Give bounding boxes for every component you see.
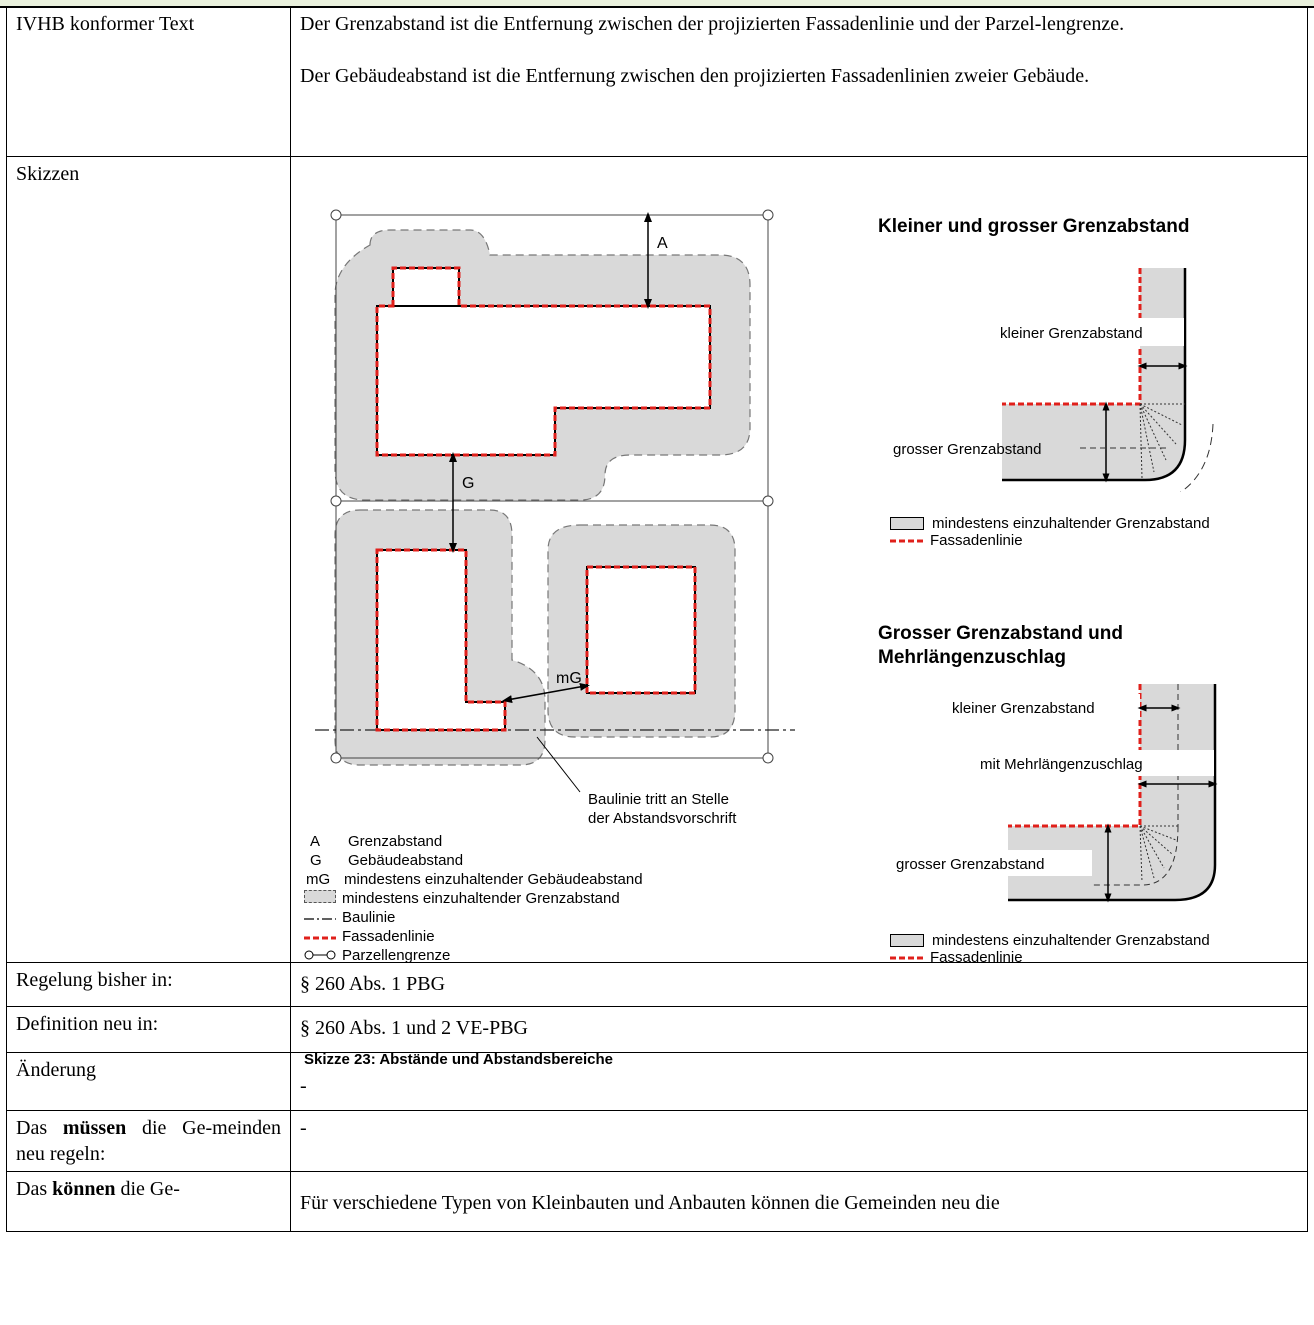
muessen-label-bold: müssen bbox=[62, 1117, 127, 1139]
label-mG: mG bbox=[556, 670, 582, 687]
row-value-koennen bbox=[291, 1172, 1308, 1232]
row-value-regelung bbox=[291, 963, 1308, 1007]
legend-facade-swatch bbox=[890, 538, 930, 544]
sketch-right-bottom-corner bbox=[880, 680, 1250, 910]
regelung-label: Regelung bisher in: bbox=[16, 969, 173, 991]
row-value-muessen bbox=[291, 1111, 1308, 1172]
label-kleiner: kleiner Grenzabstand bbox=[1000, 325, 1143, 342]
baulinie-note bbox=[588, 790, 736, 828]
ivhb-label: IVHB konformer Text bbox=[16, 13, 195, 35]
legend-zone-swatch bbox=[304, 890, 336, 903]
label-kleiner: kleiner Grenzabstand bbox=[952, 700, 1095, 717]
legend-key: A bbox=[310, 833, 321, 850]
sketch-left-site-plan bbox=[300, 200, 810, 800]
legend-text: Baulinie bbox=[342, 909, 396, 926]
legend-text: mindestens einzuhaltender Gebäudeabstand bbox=[344, 871, 643, 888]
aenderung-value: - bbox=[300, 1075, 307, 1097]
label-G: G bbox=[462, 475, 475, 492]
legend-text: Gebäudeabstand bbox=[348, 852, 464, 869]
legend-text: Parzellengrenze bbox=[342, 947, 451, 964]
legend-text: Fassadenlinie bbox=[342, 928, 435, 945]
baulinie-note-line-2: der Abstandsvorschrift bbox=[588, 810, 737, 827]
legend-parcel-swatch bbox=[304, 950, 336, 960]
legend-text: Fassadenlinie bbox=[930, 532, 1023, 549]
legend-right-top bbox=[890, 515, 1210, 549]
label-A: A bbox=[657, 235, 668, 252]
sketch-right-top-title: Kleiner und grosser Grenzabstand bbox=[878, 216, 1190, 237]
legend-item bbox=[890, 932, 1210, 949]
koennen-value: Für verschiedene Typen von Kleinbauten und Anbauten können die Gemeinden neu die bbox=[300, 1192, 1000, 1214]
legend-item bbox=[304, 889, 643, 908]
legend-item bbox=[890, 949, 1210, 966]
label-grosser: grosser Grenzabstand bbox=[896, 856, 1045, 873]
sketch-right-bottom-title bbox=[878, 622, 1123, 670]
legend-text: mindestens einzuhaltender Grenzabstand bbox=[932, 515, 1210, 532]
baulinie-note-line-1: Baulinie tritt an Stelle bbox=[588, 791, 729, 808]
legend-key: G bbox=[310, 852, 322, 869]
legend-key: mG bbox=[306, 871, 331, 888]
legend-item bbox=[890, 532, 1210, 549]
definition-grenzabstand: Der Grenzabstand ist die Entfernung zwischen der projizierten Fassadenlinie und der Parzel-lengrenze. bbox=[300, 13, 1125, 35]
legend-right-bottom bbox=[890, 932, 1210, 966]
sketch-right-top-corner bbox=[880, 262, 1250, 492]
title-line-2: Mehrlängenzuschlag bbox=[878, 647, 1066, 668]
legend-item bbox=[304, 851, 643, 870]
legend-item bbox=[304, 832, 643, 851]
table-row bbox=[7, 963, 1308, 1007]
row-label-regelung bbox=[7, 963, 291, 1007]
row-label-ivhb bbox=[7, 7, 291, 157]
building-square bbox=[587, 567, 695, 693]
koennen-label-post: die Ge- bbox=[115, 1178, 180, 1200]
label-mehrlaengen: mit Mehrlängenzuschlag bbox=[980, 756, 1143, 773]
title-line-1: Grosser Grenzabstand und bbox=[878, 623, 1123, 644]
row-value-definition bbox=[291, 1007, 1308, 1053]
legend-item bbox=[304, 927, 643, 946]
row-label-aenderung bbox=[7, 1053, 291, 1111]
legend-text: Grenzabstand bbox=[348, 833, 443, 850]
legend-item bbox=[304, 908, 643, 927]
definition-label: Definition neu in: bbox=[16, 1013, 159, 1035]
row-label-koennen bbox=[7, 1172, 291, 1232]
muessen-label-post: die Ge-meinden neu regeln: bbox=[16, 1117, 281, 1165]
skizzen-label: Skizzen bbox=[16, 163, 80, 185]
legend-item bbox=[304, 870, 643, 889]
definition-gebaeudeabstand: Der Gebäudeabstand ist die Entfernung zwischen den projizierten Fassadenlinien zweier Gebäude. bbox=[300, 65, 1090, 87]
koennen-label-bold: können bbox=[52, 1178, 116, 1200]
table-row bbox=[7, 1172, 1308, 1232]
row-label-muessen bbox=[7, 1111, 291, 1172]
koennen-label-pre: Das bbox=[16, 1178, 53, 1200]
legend-text: mindestens einzuhaltender Grenzabstand bbox=[342, 890, 620, 907]
legend-item bbox=[890, 515, 1210, 532]
legend-facade-swatch bbox=[304, 935, 336, 941]
aenderung-label: Änderung bbox=[16, 1059, 96, 1081]
legend-text: Fassadenlinie bbox=[930, 949, 1023, 966]
legend-item bbox=[304, 946, 643, 965]
table-row bbox=[7, 1111, 1308, 1172]
building-small bbox=[393, 268, 459, 306]
definition-value: § 260 Abs. 1 und 2 VE-PBG bbox=[300, 1017, 528, 1039]
legend-left bbox=[304, 832, 643, 965]
muessen-label-pre: Das bbox=[16, 1117, 63, 1139]
legend-baulinie-swatch bbox=[304, 916, 336, 922]
muessen-value: - bbox=[300, 1117, 307, 1139]
regelung-value: § 260 Abs. 1 PBG bbox=[300, 973, 446, 995]
row-value-ivhb bbox=[291, 7, 1308, 157]
sketch-caption: Skizze 23: Abstände und Abstandsbereiche bbox=[304, 1051, 613, 1068]
legend-zone-swatch bbox=[890, 517, 924, 530]
legend-zone-swatch bbox=[890, 934, 924, 947]
row-label-skizzen bbox=[7, 157, 291, 963]
legend-text: mindestens einzuhaltender Grenzabstand bbox=[932, 932, 1210, 949]
table-row bbox=[7, 1007, 1308, 1053]
label-grosser: grosser Grenzabstand bbox=[893, 441, 1042, 458]
table-row bbox=[7, 1053, 1308, 1111]
row-label-definition bbox=[7, 1007, 291, 1053]
table-row bbox=[7, 7, 1308, 157]
legend-facade-swatch bbox=[890, 955, 930, 961]
